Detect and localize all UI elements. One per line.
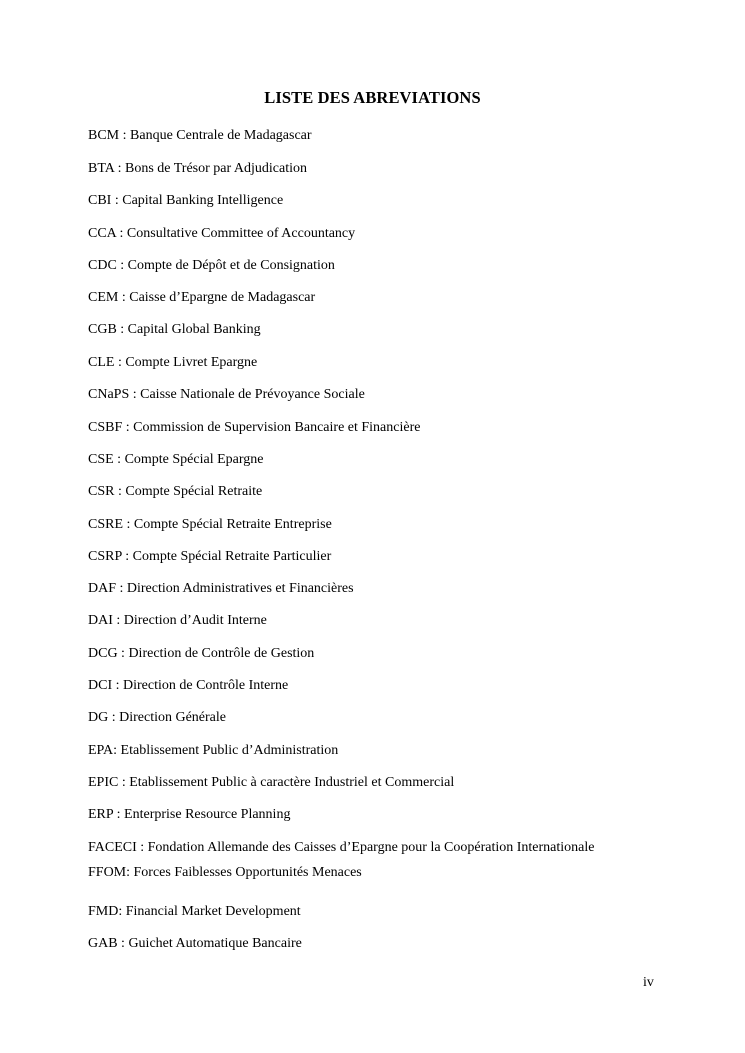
abbreviation-item: CEM : Caisse d’Epargne de Madagascar [88, 290, 316, 305]
abbreviation-item: CGB : Capital Global Banking [88, 322, 261, 337]
abbreviation-item: CCA : Consultative Committee of Accountancy [88, 226, 356, 241]
abbreviation-item: CSBF : Commission de Supervision Bancaire et Financière [88, 420, 421, 435]
abbreviation-item: GAB : Guichet Automatique Bancaire [88, 936, 302, 951]
abbreviation-item: DCI : Direction de Contrôle Interne [88, 678, 289, 693]
abbreviation-item: CSRE : Compte Spécial Retraite Entreprise [88, 517, 332, 532]
abbreviation-item: EPIC : Etablissement Public à caractère Industriel et Commercial [88, 775, 455, 790]
abbreviation-item: FFOM: Forces Faiblesses Opportunités Menaces [88, 865, 362, 880]
abbreviation-item: BCM : Banque Centrale de Madagascar [88, 128, 312, 143]
abbreviation-item: DCG : Direction de Contrôle de Gestion [88, 646, 315, 661]
abbreviation-item: BTA : Bons de Trésor par Adjudication [88, 161, 307, 176]
abbreviation-item: CDC : Compte de Dépôt et de Consignation [88, 258, 335, 273]
page-title: LISTE DES ABREVIATIONS [264, 88, 481, 107]
abbreviation-item: CSR : Compte Spécial Retraite [88, 484, 263, 499]
page-number: iv [643, 975, 654, 990]
abbreviation-item: DG : Direction Générale [88, 710, 226, 725]
abbreviation-item: CLE : Compte Livret Epargne [88, 355, 258, 370]
abbreviation-item: CNaPS : Caisse Nationale de Prévoyance Sociale [88, 387, 365, 402]
abbreviation-item: DAF : Direction Administratives et Financières [88, 581, 354, 596]
abbreviation-item: DAI : Direction d’Audit Interne [88, 613, 267, 628]
abbreviation-item: FACECI : Fondation Allemande des Caisses d’Epargne pour la Coopération Internationale [88, 840, 595, 855]
abbreviation-item: CBI : Capital Banking Intelligence [88, 193, 284, 208]
abbreviation-item: CSE : Compte Spécial Epargne [88, 452, 264, 467]
abbreviation-item: CSRP : Compte Spécial Retraite Particulier [88, 549, 332, 564]
abbreviation-item: FMD: Financial Market Development [88, 904, 301, 919]
abbreviation-item: EPA: Etablissement Public d’Administration [88, 743, 339, 758]
abbreviation-item: ERP : Enterprise Resource Planning [88, 807, 291, 822]
